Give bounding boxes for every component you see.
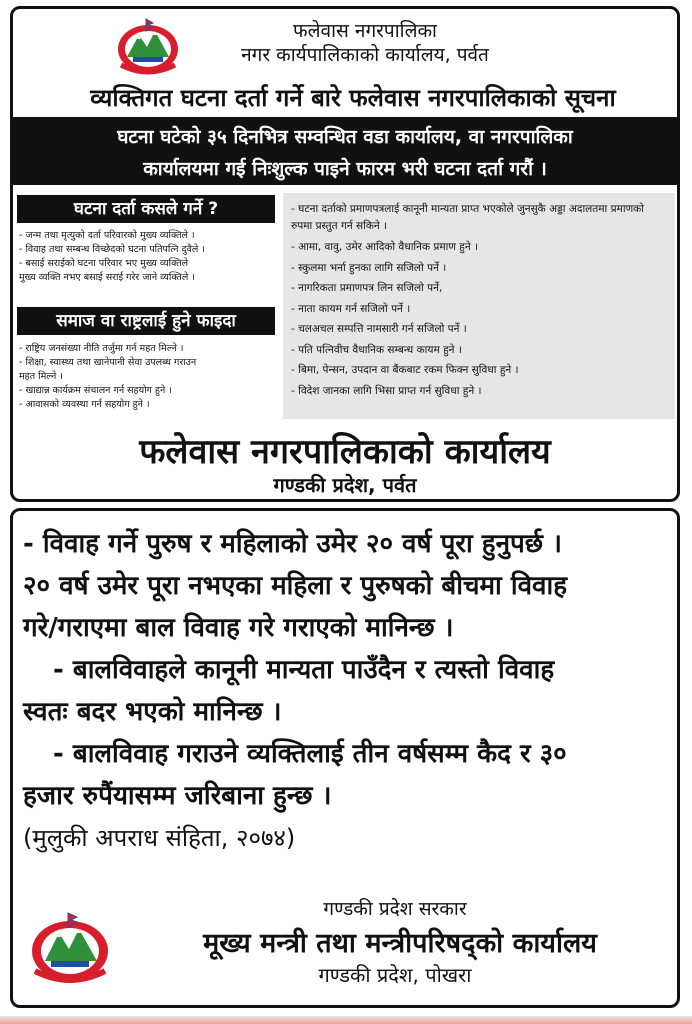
chief-minister-office-location: गण्डकी प्रदेश, पोखरा [318,963,472,987]
list-item: - नाता कायम गर्न सजिलो पर्ने । [291,302,411,315]
list-item: - राष्ट्रिय जनसंख्या नीति तर्जुमा गर्न महत मिल्ने । [19,343,184,354]
list-item: - चलअचल सम्पत्ति नामसारी गर्न सजिलो पर्ने । [291,323,467,335]
notice-line: - बालविवाह गराउने व्यक्तिलाई तीन वर्षसम्म कैद र ३० [53,739,567,769]
municipality-office-name: फलेवास नगरपालिकाको कार्यालय [139,432,551,472]
notice-line: २० वर्ष उमेर पूरा नभएका महिला र पुरुषको बीचमा विवाह [23,571,568,601]
banner-line: घटना घटेको ३५ दिनभित्र सम्वन्धित वडा कार्यालय, वा नगरपालिका [117,126,573,148]
who-registers-list [19,229,281,285]
benefit-heading: समाज वा राष्ट्रलाई हुने फाइदा [17,307,275,335]
chief-minister-office-name: मूख्य मन्त्री तथा मन्त्रीपरिषद्को कार्यालय [203,928,597,959]
personal-benefits-list [291,201,667,401]
child-marriage-notice-panel [10,508,680,1008]
list-item: - विदेश जानका लागि भिसा प्राप्त गर्न सुविधा हुने । [291,384,482,397]
info-banner [13,117,677,185]
who-registers-heading: घटना दर्ता कसले गर्ने ? [17,195,275,223]
notice-line: स्वतः बदर भएको मानिन्छ । [23,697,282,727]
list-item: - खाद्यान्न कार्यक्रम संचालन गर्न सहयोग हुने । [19,385,172,396]
list-item: - स्कुलमा भर्ना हुनका लागि सजिलो पर्ने । [291,261,447,274]
municipality-notice-panel [10,6,680,502]
legal-citation: (मुलुकी अपराध संहिता, २०७४) [23,824,296,852]
notice-line: गरे/गराएमा बाल विवाह गरे गराएको मानिन्छ । [23,613,454,643]
list-item: - जन्म तथा मृत्युको दर्ता परिवारको मुख्य व्यक्तिले । [19,230,195,241]
list-item: महत मिल्ने । [19,371,63,382]
list-item: - नागरिकता प्रमाणपत्र लिन सजिलो पर्ने, [291,282,443,294]
list-item: - बसाई सराईको घटना परिवार भए मुख्य व्यक्तिले [19,258,189,269]
list-item: मुख्य व्यक्ति नभए बसाई सराई गरेर जाने व्यक्तिले । [19,272,195,283]
provincial-government-label: गण्डकी प्रदेश सरकार [323,898,467,920]
office-line: नगर कार्यपालिकाको कार्यालय, पर्वत [241,44,489,66]
list-item: - शिक्षा, स्वास्थ्य तथा खानेपानी सेवा उपलब्ध गराउन [19,357,197,368]
notice-line: - बालविवाहले कानूनी मान्यता पाउँदैन र त्यस्तो विवाह [53,655,555,685]
list-item: - आमा, वावु, उमेर आदिको वैधानिक प्रमाण हुने । [291,241,478,253]
list-item: - पति पत्निवीच वैधानिक सम्बन्ध कायम हुने । [291,343,462,356]
list-item: - आवासको व्यवस्था गर्न सहयोग हुने । [19,399,150,410]
list-item: - घटना दर्ताको प्रमाणपत्रलाई कानूनी मान्यता प्राप्त भएकोले जुनसुकै अड्डा अदालतमा प्रमाणको रुपमा प्रस्तुत गर्न सकिने । [291,203,644,232]
notice-title: व्यक्तिगत घटना दर्ता गर्ने बारे फलेवास नगरपालिकाको सूचना [90,84,616,112]
benefit-list [19,342,281,412]
notice-line: - विवाह गर्ने पुरुष र महिलाको उमेर २० वर्ष पूरा हुनुपर्छ । [23,529,562,559]
banner-line: कार्यालयमा गई निःशुल्क पाइने फारम भरी घटना दर्ता गरौं । [143,158,547,180]
list-item: - बिमा, पेन्सन, उपदान वा बैंकबाट रकम फिक्न सुविधा हुने । [291,364,519,376]
municipality-name: फलेवास नगरपालिका [293,20,437,42]
notice-line: हजार रुपैंयासम्म जरिबाना हुन्छ । [23,781,332,811]
list-item: - विवाह तथा सम्बन्ध विच्छेदको घटना पतिपत्नि दुवैले । [19,244,205,255]
municipality-office-location: गण्डकी प्रदेश, पर्वत [273,473,417,497]
page-edge-strip [0,1016,692,1024]
personal-benefits-box [283,193,675,419]
